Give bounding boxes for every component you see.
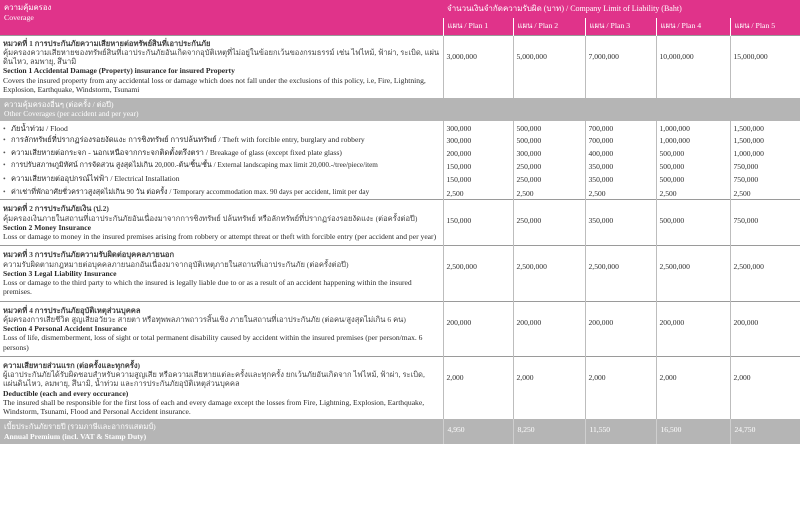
section-4-plan-3: 200,000 xyxy=(585,301,656,356)
other-item-label: • การลักทรัพย์ที่ปรากฏร่องรอยงัดแงะ การชิงทรัพย์ การปล้นทรัพย์ / Theft with forcible entry, burglary and robbery xyxy=(3,134,365,144)
section-1-title-en: Section 1 Accidental Damage (Property) insurance for insured Property xyxy=(3,66,235,76)
other-item-value: 150,000 xyxy=(443,160,513,173)
section-2-row xyxy=(0,200,800,246)
section-1-title-th: หมวดที่ 1 การประกันภัยความเสียหายต่อทรัพย์สินที่เอาประกันภัย xyxy=(3,38,211,48)
deductible-row xyxy=(0,356,800,419)
section-4-plan-4: 200,000 xyxy=(656,301,730,356)
section-4-row xyxy=(0,301,800,356)
other-item-value: 1,000,000 xyxy=(656,134,730,147)
section-2-plan-3: 350,000 xyxy=(585,200,656,246)
other-item-value: 2,500 xyxy=(513,187,585,200)
other-item-row xyxy=(0,187,800,200)
deductible-plan-4: 2,000 xyxy=(656,356,730,419)
premium-plan-4: 16,500 xyxy=(656,419,730,444)
deductible-desc-th: ผู้เอาประกันภัยได้รับผิดชอบสำหรับความสูญเสีย หรือความเสียหายแต่ละครั้งและทุกครั้ง ยกเว้นภัยอันเกิดจาก ไฟไหม้, ฟ้าผ่า, ระเบิด, แผ่นดินไหว, ลมพายุ, สึนามิ, น้ำท่วม และการประกันภัยอุบัติเหตุส่วนบุคคล xyxy=(3,370,425,389)
deductible-title-en: Deductible (each and every occurance) xyxy=(3,388,129,398)
deductible-plan-3: 2,000 xyxy=(585,356,656,419)
section-2-plan-4: 500,000 xyxy=(656,200,730,246)
section-3-title-en: Section 3 Legal Liability Insurance xyxy=(3,268,117,278)
other-item-value: 300,000 xyxy=(443,121,513,134)
section-1-plan-5: 15,000,000 xyxy=(730,35,800,98)
section-3-title-th: หมวดที่ 3 การประกันภัยความรับผิดต่อบุคคลภายนอก xyxy=(3,250,175,260)
other-item-value: 500,000 xyxy=(656,173,730,186)
premium-label-th: เบี้ยประกันภัยรายปี (รวมภาษีและอากรแสตมป์) xyxy=(4,422,156,432)
section-2-desc-en: Loss or damage to money in the insured premises arising from robbery or attempt threat or theft with forcible entry (per accident and per year) xyxy=(3,232,437,242)
other-coverages-title-th: ความคุ้มครองอื่นๆ (ต่อครั้ง / ต่อปี) xyxy=(4,100,114,109)
plan-3-header: แผน / Plan 3 xyxy=(585,18,656,35)
other-item-row xyxy=(0,173,800,186)
section-4-desc-en: Loss of life, dismemberment, loss of sight or total permanent disability caused by accident within the insured premises (per person/max. 6 persons) xyxy=(3,333,423,352)
other-item-label: • ความเสียหายต่อกระจก - นอกเหนือจากกระจกติดตั้งตรึงตรา / Breakage of glass (except fixed plate glass) xyxy=(3,147,342,157)
other-item-label: • ความเสียหายต่ออุปกรณ์ไฟฟ้า / Electrical Installation xyxy=(3,174,180,184)
section-4-plan-1: 200,000 xyxy=(443,301,513,356)
other-item-value: 150,000 xyxy=(443,173,513,186)
premium-plan-1: 4,950 xyxy=(443,419,513,444)
deductible-description xyxy=(0,356,443,419)
section-4-plan-2: 200,000 xyxy=(513,301,585,356)
deductible-plan-1: 2,000 xyxy=(443,356,513,419)
section-1-plan-3: 7,000,000 xyxy=(585,35,656,98)
deductible-plan-2: 2,000 xyxy=(513,356,585,419)
section-2-description xyxy=(0,200,443,246)
plan-1-header: แผน / Plan 1 xyxy=(443,18,513,35)
section-3-desc-en: Loss or damage to the third party to which the insured is legally liable due to or as a result of an accident happening within the insured premises. xyxy=(3,278,412,297)
other-item-value: 300,000 xyxy=(443,134,513,147)
coverage-header xyxy=(0,0,443,35)
section-4-plan-5: 200,000 xyxy=(730,301,800,356)
section-3-desc-th: ความรับผิดตามกฎหมายต่อบุคคลภายนอกอันเนื่องมาจากอุบัติเหตุภายในสถานที่เอาประกันภัย (ต่อครั้งต่อปี) xyxy=(3,259,349,269)
other-item-value: 1,500,000 xyxy=(730,121,800,134)
other-item-value: 700,000 xyxy=(585,121,656,134)
section-1-plan-4: 10,000,000 xyxy=(656,35,730,98)
section-1-desc-en: Covers the insured property from any accidental loss or damage which does not fall under the exclusions of this policy, i.e, Fire, Lightning, Explosion, Earthquake, Windstorm, Tsunami xyxy=(3,75,426,94)
other-item-value: 500,000 xyxy=(513,134,585,147)
other-item-label: • ค่าเช่าที่พักอาศัยชั่วคราวสูงสุดไม่เกิน 90 วัน ต่อครั้ง / Temporary accommodation max. 90 days per accident, limit per day xyxy=(3,187,370,196)
bullet-icon: • xyxy=(3,123,6,133)
section-2-plan-2: 250,000 xyxy=(513,200,585,246)
other-item-value: 2,500 xyxy=(443,187,513,200)
other-item-label: • ภัยน้ำท่วม / Flood xyxy=(3,123,68,133)
section-4-desc-th: คุ้มครองการเสียชีวิต สูญเสียอวัยวะ สายตา หรือทุพพลภาพถาวรสิ้นเชิง ภายในสถานที่เอาประกันภัย (ต่อคน/สูงสุดไม่เกิน 6 คน) xyxy=(3,314,406,324)
section-3-plan-1: 2,500,000 xyxy=(443,246,513,301)
plan-2-header: แผน / Plan 2 xyxy=(513,18,585,35)
other-item-value: 750,000 xyxy=(730,160,800,173)
section-2-title-th: หมวดที่ 2 การประกันภัยเงิน (ป.2) xyxy=(3,204,109,214)
section-1-row xyxy=(0,35,800,98)
other-item-value: 2,500 xyxy=(730,187,800,200)
other-item-row xyxy=(0,147,800,160)
section-4-description xyxy=(0,301,443,356)
premium-row xyxy=(0,419,800,444)
section-3-row xyxy=(0,246,800,301)
coverage-header-th: ความคุ้มครอง xyxy=(4,3,52,12)
section-3-description xyxy=(0,246,443,301)
section-2-plan-5: 750,000 xyxy=(730,200,800,246)
bullet-icon: • xyxy=(3,134,6,144)
plan-5-header: แผน / Plan 5 xyxy=(730,18,800,35)
section-2-desc-th: คุ้มครองเงินภายในสถานที่เอาประกันภัยอันเนื่องมาจากการชิงทรัพย์ ปล้นทรัพย์ หรือลักทรัพย์ที่ปรากฏร่องรอยงัดแงะ (ต่อครั้งต่อปี) xyxy=(3,213,418,223)
limit-header: จำนวนเงินจำกัดความรับผิด (บาท) / Company Limit of Liability (Baht) xyxy=(443,0,800,18)
section-2-title-en: Section 2 Money Insurance xyxy=(3,222,91,232)
bullet-icon: • xyxy=(3,187,6,196)
premium-label xyxy=(0,419,443,444)
premium-plan-2: 8,250 xyxy=(513,419,585,444)
other-item-value: 750,000 xyxy=(730,173,800,186)
other-item-label: • การปรับสภาพภูมิทัศน์ การจัดสวน สูงสุดไม่เกิน 20,000.-ต้น/ชิ้น/ชั้น / External landscaping max limit 20,000.-/tree/piece/item xyxy=(3,161,378,170)
section-1-description xyxy=(0,35,443,98)
premium-plan-3: 11,550 xyxy=(585,419,656,444)
other-item-value: 500,000 xyxy=(513,121,585,134)
other-item-value: 1,500,000 xyxy=(730,134,800,147)
section-2-plan-1: 150,000 xyxy=(443,200,513,246)
bullet-icon: • xyxy=(3,174,6,184)
deductible-desc-en: The insured shall be responsible for the first loss of each and every damage except the losses from Fire, Lightning, Explosion, Earthquake, Windstorm, Tsunami, Flood and Personal Accident insurance. xyxy=(3,397,425,417)
section-1-plan-1: 3,000,000 xyxy=(443,35,513,98)
premium-label-en: Annual Premium (incl. VAT & Stamp Duty) xyxy=(4,431,147,441)
bullet-icon: • xyxy=(3,147,6,157)
other-item-value: 500,000 xyxy=(656,147,730,160)
other-item-value: 250,000 xyxy=(513,173,585,186)
other-item-value: 700,000 xyxy=(585,134,656,147)
other-coverages-header xyxy=(0,98,800,121)
plan-4-header: แผน / Plan 4 xyxy=(656,18,730,35)
section-3-plan-2: 2,500,000 xyxy=(513,246,585,301)
other-item-value: 300,000 xyxy=(513,147,585,160)
deductible-title-th: ความเสียหายส่วนแรก (ต่อครั้งและทุกครั้ง) xyxy=(3,360,141,370)
other-item-value: 1,000,000 xyxy=(730,147,800,160)
section-3-plan-5: 2,500,000 xyxy=(730,246,800,301)
other-item-value: 200,000 xyxy=(443,147,513,160)
section-4-title-th: หมวดที่ 4 การประกันภัยอุบัติเหตุส่วนบุคคล xyxy=(3,305,141,315)
coverage-header-en: Coverage xyxy=(4,12,34,22)
other-item-value: 250,000 xyxy=(513,160,585,173)
section-1-plan-2: 5,000,000 xyxy=(513,35,585,98)
other-item-value: 350,000 xyxy=(585,173,656,186)
section-1-desc-th: คุ้มครองความเสียหายของทรัพย์สินที่เอาประกันภัยอันเกิดจากอุบัติเหตุที่ไม่อยู่ในข้อยกเว้นของกรมธรรม์ เช่น ไฟไหม้, ฟ้าผ่า, ระเบิด, แผ่นดินไหว, ลมพายุ, สึนามิ xyxy=(3,47,440,66)
premium-plan-5: 24,750 xyxy=(730,419,800,444)
other-item-value: 500,000 xyxy=(656,160,730,173)
section-4-title-en: Section 4 Personal Accident Insurance xyxy=(3,324,128,334)
deductible-plan-5: 2,000 xyxy=(730,356,800,419)
other-item-row xyxy=(0,121,800,134)
other-item-value: 2,500 xyxy=(656,187,730,200)
other-item-row xyxy=(0,160,800,173)
other-item-value: 1,000,000 xyxy=(656,121,730,134)
other-item-value: 350,000 xyxy=(585,160,656,173)
other-item-value: 400,000 xyxy=(585,147,656,160)
bullet-icon: • xyxy=(3,161,6,170)
other-coverages-title xyxy=(0,98,800,121)
other-coverages-title-en: Other Coverages (per accident and per year) xyxy=(4,109,139,119)
section-3-plan-3: 2,500,000 xyxy=(585,246,656,301)
header-row xyxy=(0,0,800,18)
section-3-plan-4: 2,500,000 xyxy=(656,246,730,301)
other-item-value: 2,500 xyxy=(585,187,656,200)
other-item-row xyxy=(0,134,800,147)
